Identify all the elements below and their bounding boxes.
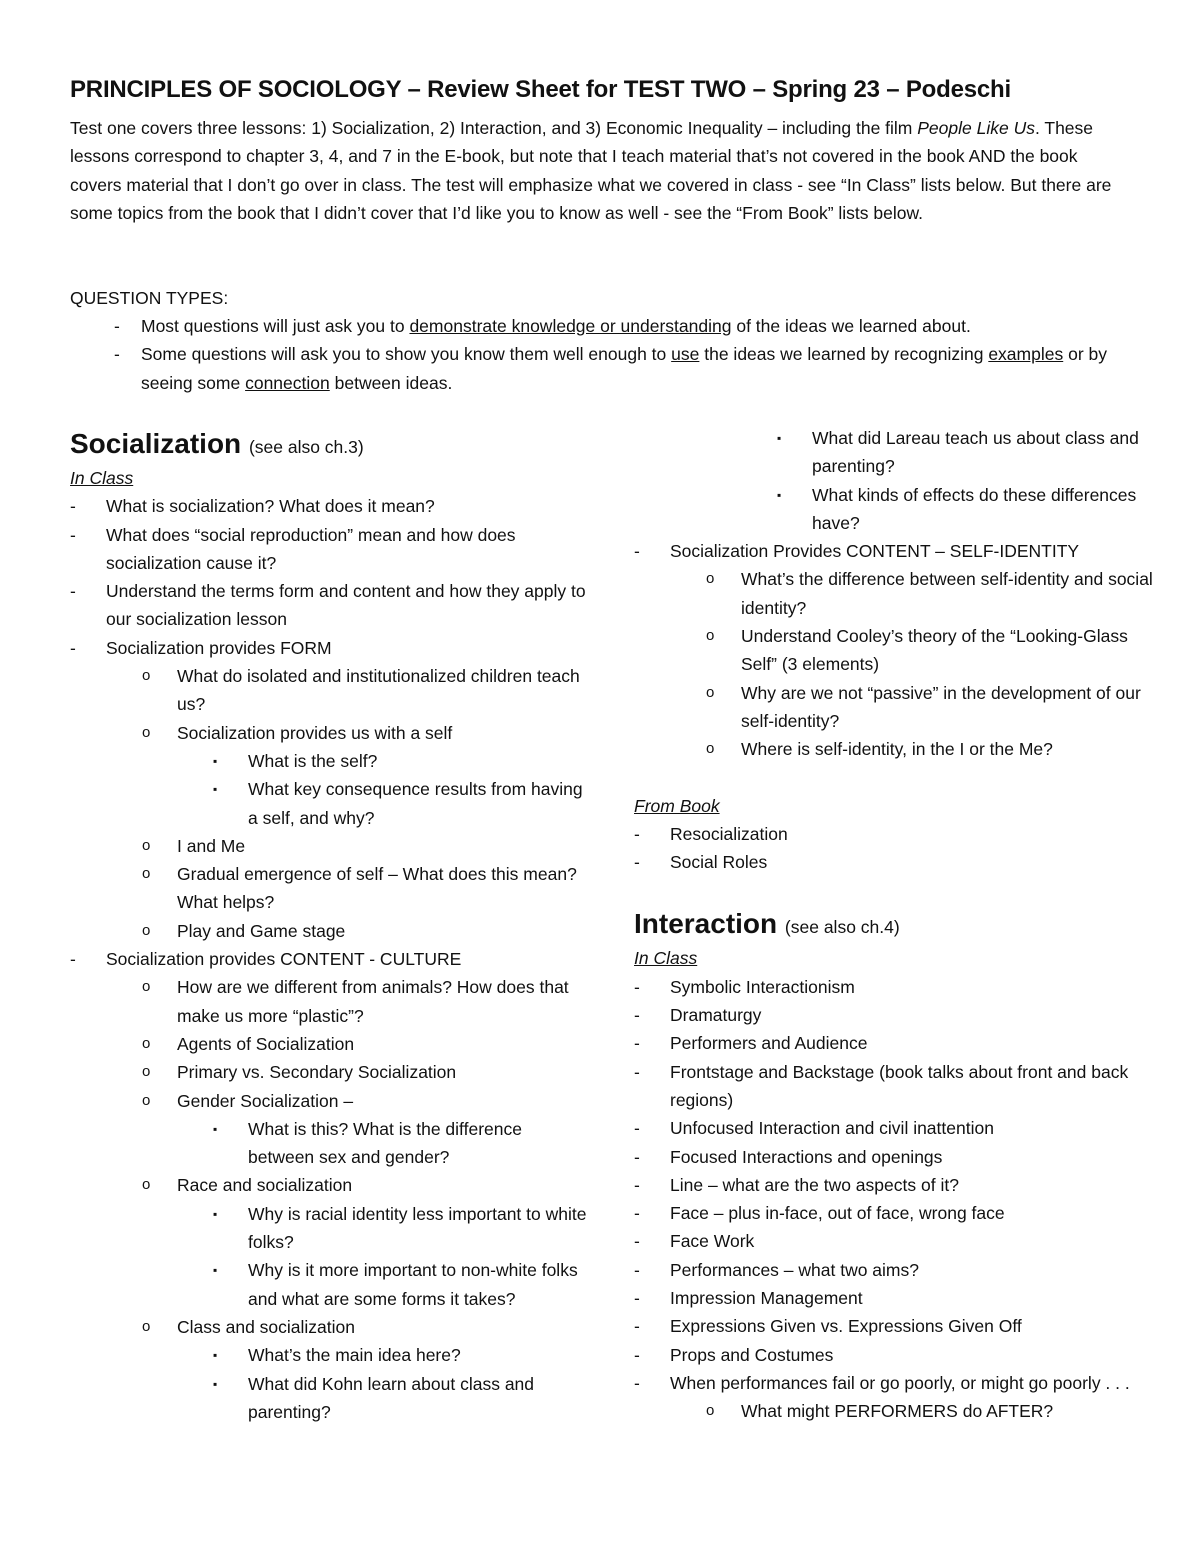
list-item [634,820,1154,848]
circle-marker: o [142,1317,151,1335]
list-item [634,481,1154,538]
item-text: What’s the difference between self-identity and social identity? [741,569,1153,618]
item-text: Socialization provides us with a self [177,722,453,743]
question-type-text: the ideas we learned by recognizing [699,344,989,365]
list-item [70,747,590,775]
list-item [634,1171,1154,1199]
intro-paragraph [70,114,1130,227]
dash-marker: - [634,1118,640,1139]
list-item [70,917,590,945]
item-text: Dramaturgy [670,1005,762,1026]
item-text: What kinds of effects do these differences have? [812,484,1137,533]
item-text: I and Me [177,835,246,856]
list-item [70,1115,590,1172]
question-type-text: Most questions will just ask you to [141,316,410,336]
dash-marker: - [70,496,76,517]
circle-marker: o [142,836,151,854]
item-text: What did Lareau teach us about class and parenting? [812,428,1139,477]
item-text: Unfocused Interaction and civil inattention [670,1118,994,1139]
item-text: Focused Interactions and openings [670,1146,943,1167]
list-item [634,1029,1154,1057]
square-bullet-icon: ▪ [777,487,782,502]
dash-marker: - [70,637,76,658]
dash-marker: - [634,1033,640,1054]
item-text: What does “social reproduction” mean and how does socialization cause it? [106,524,516,573]
dash-marker: - [634,1203,640,1224]
square-bullet-icon: ▪ [213,1121,218,1136]
circle-marker: o [706,1402,715,1420]
item-text: What do isolated and institutionalized children teach us? [177,666,580,715]
item-text: Face – plus in-face, out of face, wrong face [670,1203,1005,1224]
item-text: Resocialization [670,823,788,844]
list-item [634,1397,1154,1425]
list-item [70,775,590,832]
item-text: When performances fail or go poorly, or might go poorly . . . [670,1372,1130,1393]
socialization-list [70,492,590,1426]
list-item [70,1341,590,1369]
question-type-text: between ideas. [329,372,453,393]
list-item [634,537,1154,565]
list-item [70,973,590,1030]
dash-marker: - [70,581,76,602]
list-item [634,1227,1154,1255]
circle-marker: o [142,978,151,996]
list-item [70,492,590,520]
square-bullet-icon: ▪ [213,1263,218,1278]
list-item [70,634,590,662]
dash-marker: - [634,1288,640,1309]
item-text: Social Roles [670,852,768,873]
circle-marker: o [706,570,715,588]
item-text: Line – what are the two aspects of it? [670,1174,959,1195]
spacer [634,764,1154,792]
dash-marker: - [634,541,640,562]
item-text: Socialization provides CONTENT - CULTURE [106,949,462,970]
list-item [70,1087,590,1115]
item-text: What did Kohn learn about class and parenting? [248,1373,535,1422]
circle-marker: o [706,740,715,758]
dash-marker: - [634,1316,640,1337]
circle-marker: o [142,667,151,685]
item-text: Agents of Socialization [177,1033,355,1054]
dash-marker: - [634,1174,640,1195]
list-item [634,622,1154,679]
item-text: Gender Socialization – [177,1090,354,1111]
section-title: Socialization [70,428,242,459]
chapter-note: (see also ch.3) [248,437,364,457]
item-text: What is socialization? What does it mean? [106,496,435,517]
item-text: Socialization provides FORM [106,637,332,658]
item-text: How are we different from animals? How does that make us more “plastic”? [177,977,569,1026]
item-text: Gradual emergence of self – What does this mean? What helps? [177,864,577,913]
item-text: Performers and Audience [670,1033,868,1054]
item-text: Understand Cooley’s theory of the “Looking-Glass Self” (3 elements) [741,626,1128,675]
dash-marker: - [114,316,120,336]
list-item [634,424,1154,481]
dash-marker: - [70,524,76,545]
list-item [70,577,590,634]
document-title: PRINCIPLES OF SOCIOLOGY – Review Sheet for TEST TWO – Spring 23 – Podeschi [70,76,1011,103]
dash-marker: - [634,1231,640,1252]
item-text: Impression Management [670,1288,863,1309]
spacer [634,876,1154,904]
list-item [70,945,590,973]
list-item [70,1256,590,1313]
list-item [634,1369,1154,1397]
item-text: What key consequence results from having a self, and why? [248,779,583,828]
dash-marker: - [634,1005,640,1026]
question-type-text: Some questions will ask you to show you know them well enough to [141,344,672,365]
in-class-subheading: In Class [634,948,698,969]
underlined-text: use [671,344,700,365]
question-type-text: or by seeing some [141,344,1107,393]
from-book-subheading: From Book [634,795,720,816]
dash-marker: - [634,1372,640,1393]
dash-marker: - [634,1061,640,1082]
item-text: Why is racial identity less important to white folks? [248,1203,587,1253]
left-column [70,424,590,1426]
dash-marker: - [70,949,76,970]
square-bullet-icon: ▪ [213,1348,218,1363]
intro-text-1: Test one covers three lessons: 1) Socialization, 2) Interaction, and 3) Economic Inequality – including the film [70,118,918,138]
item-text: Why are we not “passive” in the development of our self-identity? [741,682,1141,731]
list-item [70,719,590,747]
list-item [70,1058,590,1086]
list-item [70,662,590,719]
list-item [70,1171,590,1199]
item-text: What might PERFORMERS do AFTER? [741,1401,1054,1422]
section-title: Interaction [634,908,778,940]
item-text: Where is self-identity, in the I or the Me? [741,739,1053,760]
list-item [634,1143,1154,1171]
circle-marker: o [142,1063,151,1081]
list-item [634,1256,1154,1284]
circle-marker: o [142,921,151,939]
circle-marker: o [142,723,151,741]
question-types-list [70,312,1130,397]
dash-marker: - [114,344,120,365]
square-bullet-icon: ▪ [213,753,218,768]
item-text: Primary vs. Secondary Socialization [177,1062,457,1083]
item-text: Play and Game stage [177,920,346,941]
circle-marker: o [706,683,715,701]
dash-marker: - [634,852,640,873]
list-item [70,1370,590,1427]
question-type-text: of the ideas we learned about. [731,316,971,336]
list-item [70,312,1130,340]
item-text: Socialization Provides CONTENT – SELF-IDENTITY [670,541,1080,562]
dash-marker: - [634,1344,640,1365]
chapter-note: (see also ch.4) [784,917,900,938]
list-item [634,848,1154,876]
square-bullet-icon: ▪ [213,782,218,797]
circle-marker: o [142,865,151,883]
item-text: What is the self? [248,750,378,771]
circle-marker: o [142,1176,151,1194]
dash-marker: - [634,823,640,844]
in-class-subheading: In Class [70,468,134,488]
question-types-heading: QUESTION TYPES: [70,288,229,308]
list-item [70,521,590,578]
underlined-text: connection [245,372,330,393]
dash-marker: - [634,976,640,997]
item-text: Understand the terms form and content and how they apply to our socialization lesson [106,581,586,630]
interaction-list [634,973,1154,1426]
right-column [634,424,1154,1426]
item-text: What’s the main idea here? [248,1345,461,1366]
item-text: Props and Costumes [670,1344,834,1365]
list-item [70,1313,590,1341]
socialization-list-continued [634,424,1154,764]
circle-marker: o [142,1034,151,1052]
item-text: Class and socialization [177,1316,356,1337]
list-item [634,1284,1154,1312]
circle-marker: o [142,1091,151,1109]
list-item [634,735,1154,763]
intro-text-2: . These lessons correspond to chapter 3, 4, and 7 in the E-book, but note that I teach material that’s not covered in the book AND the book covers material that I don’t go over in class. The test will emphasize what we covered in class - see “In Class” lists below. But there are some topics from the book that I didn’t cover that I’d like you to know as well - see the “From Book” lists below. [70,118,1112,223]
item-text: Performances – what two aims? [670,1259,919,1280]
list-item [634,679,1154,736]
item-text: Expressions Given vs. Expressions Given Off [670,1316,1022,1337]
item-text: Why is it more important to non-white folks and what are some forms it takes? [248,1260,578,1309]
item-text: Symbolic Interactionism [670,976,855,997]
underlined-text: demonstrate knowledge or understanding [409,316,732,336]
list-item [634,973,1154,1001]
film-title: People Like Us [917,118,1035,138]
list-item [70,340,1130,397]
list-item [634,1341,1154,1369]
list-item [634,1058,1154,1115]
list-item [634,1001,1154,1029]
dash-marker: - [634,1146,640,1167]
item-text: Frontstage and Backstage (book talks about front and back regions) [670,1061,1129,1110]
item-text: Face Work [670,1231,755,1252]
list-item [634,1312,1154,1340]
section-heading-socialization [70,424,590,464]
square-bullet-icon: ▪ [213,1206,218,1221]
dash-marker: - [634,1259,640,1280]
square-bullet-icon: ▪ [213,1376,218,1391]
list-item [70,1200,590,1257]
item-text: What is this? What is the difference between sex and gender? [248,1118,522,1168]
from-book-list [634,820,1154,877]
circle-marker: o [706,627,715,645]
list-item [634,1199,1154,1227]
square-bullet-icon: ▪ [777,431,782,445]
list-item [70,860,590,917]
section-heading-interaction [634,904,1154,944]
list-item [634,565,1154,622]
item-text: Race and socialization [177,1175,353,1196]
underlined-text: examples [988,344,1064,365]
list-item [634,1114,1154,1142]
list-item [70,1030,590,1058]
list-item [70,832,590,860]
